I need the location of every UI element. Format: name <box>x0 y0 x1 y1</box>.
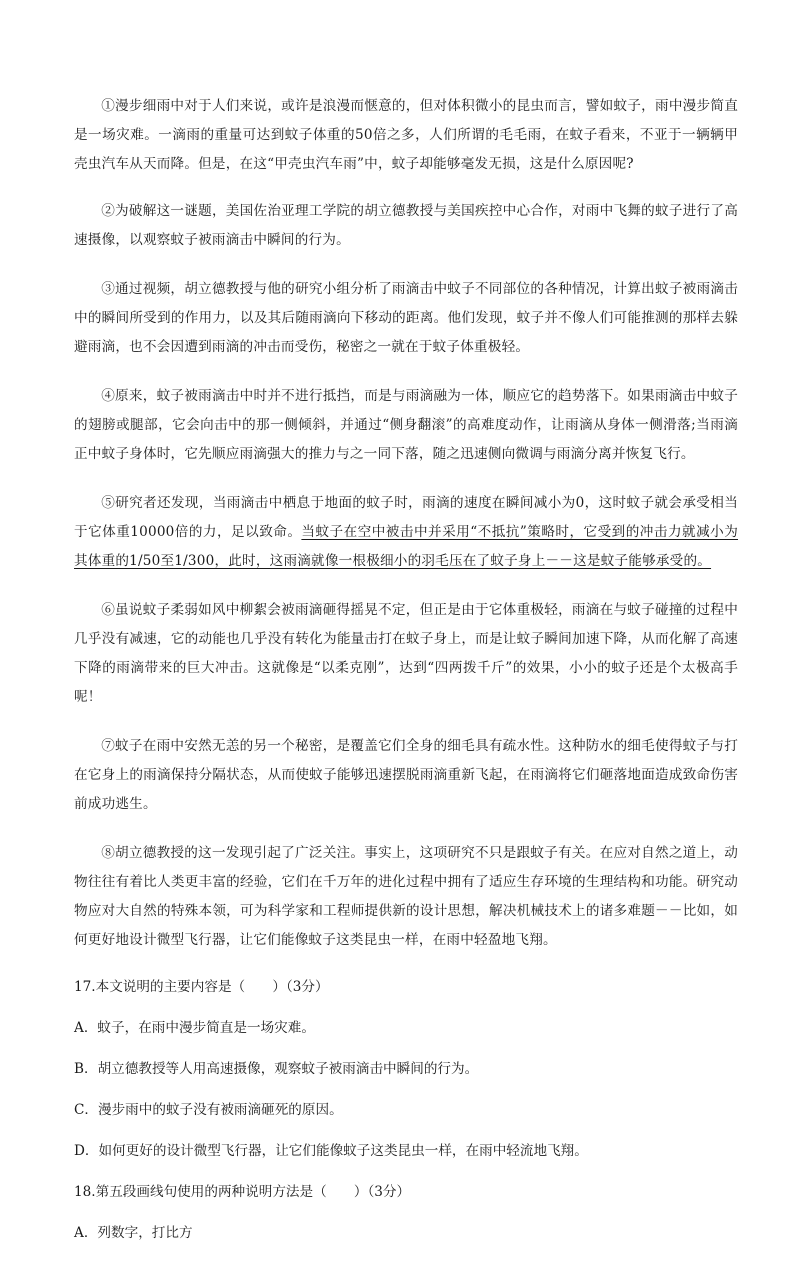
paragraph-4: ④原来，蚊子被雨滴击中时并不进行抵挡，而是与雨滴融为一体，顺应它的趋势落下。如果雨滴击中蚊子的翅膀或腿部，它会向击中的那一侧倾斜，并通过“侧身翻滚”的高难度动作，让雨滴从身体一侧滑落;当雨滴正中蚊子身体时，它先顺应雨滴强大的推力与之一同下落，随之迅速侧向微调与雨滴分离并恢复飞行。 <box>74 388 738 462</box>
document-page <box>74 92 738 1262</box>
paragraph-7: ⑦蚊子在雨中安然无恙的另一个秘密，是覆盖它们全身的细毛具有疏水性。这种防水的细毛使得蚊子与打在它身上的雨滴保持分隔状态，从而使蚊子能够迅速摆脱雨滴重新飞起，在雨滴将它们砸落地面造成致命伤害前成功逃生。 <box>74 738 738 812</box>
question-17-option-a: A．蚊子，在雨中漫步简直是一场灾难。 <box>74 1020 315 1036</box>
question-18 <box>74 1180 738 1245</box>
paragraph-5-plain: ⑤研究者还发现，当雨滴击中栖息于地面的蚊子时，雨滴的速度在瞬间减小为0，这时蚊子就会承受相当于它体重10000倍的力，足以致命。 <box>74 495 738 540</box>
question-18-option-a: A．列数字，打比方 <box>74 1225 193 1241</box>
question-17-option-c: C．漫步雨中的蚊子没有被雨滴砸死的原因。 <box>74 1102 343 1118</box>
paragraph-1: ①漫步细雨中对于人们来说，或许是浪漫而惬意的，但对体积微小的昆虫而言，譬如蚊子，雨中漫步简直是一场灾难。一滴雨的重量可达到蚊子体重的50倍之多，人们所谓的毛毛雨，在蚊子看来，不亚于一辆辆甲壳虫汽车从天而降。但是，在这“甲壳虫汽车雨”中，蚊子却能够毫发无损，这是什么原因呢? <box>74 98 738 172</box>
paragraph-2: ②为破解这一谜题，美国佐治亚理工学院的胡立德教授与美国疾控中心合作，对雨中飞舞的蚊子进行了高速摄像，以观察蚊子被雨滴击中瞬间的行为。 <box>74 203 738 248</box>
paragraph-3: ③通过视频，胡立德教授与他的研究小组分析了雨滴击中蚊子不同部位的各种情况，计算出蚊子被雨滴击中的瞬间所受到的作用力，以及其后随雨滴向下移动的距离。他们发现，蚊子并不像人们可能推测的那样去躲避雨滴，也不会因遭到雨滴的冲击而受伤，秘密之一就在于蚊子体重极轻。 <box>74 281 738 355</box>
question-18-stem: 18.第五段画线句使用的两种说明方法是（ ）（3分） <box>74 1184 411 1200</box>
question-17-stem: 17.本文说明的主要内容是（ ）（3分） <box>74 979 329 995</box>
question-17-option-d: D．如何更好的设计微型飞行器，让它们能像蚊子这类昆虫一样，在雨中轻流地飞翔。 <box>74 1143 588 1159</box>
paragraph-6: ⑥虽说蚊子柔弱如风中柳絮会被雨滴砸得摇晃不定，但正是由于它体重极轻，雨滴在与蚊子碰撞的过程中几乎没有减速，它的动能也几乎没有转化为能量击打在蚊子身上，而是让蚊子瞬间加速下降，从而化解了高速下降的雨滴带来的巨大冲击。这就像是“以柔克刚”，达到“四两拨千斤”的效果，小小的蚊子还是个太极高手呢！ <box>74 602 738 705</box>
paragraph-5 <box>74 489 738 576</box>
question-17-option-b: B．胡立德教授等人用高速摄像，观察蚊子被雨滴击中瞬间的行为。 <box>74 1061 479 1077</box>
paragraph-8: ⑧胡立德教授的这一发现引起了广泛关注。事实上，这项研究不只是跟蚊子有关。在应对自然之道上，动物往往有着比人类更丰富的经验，它们在千万年的进化过程中拥有了适应生存环境的生理结构和功能。研究动物应对大自然的特殊本领，可为科学家和工程师提供新的设计思想，解决机械技术上的诸多难题－－比如，如何更好地设计微型飞行器，让它们能像蚊子这类昆虫一样，在雨中轻盈地飞翔。 <box>74 845 738 948</box>
paragraph-5-underlined-sentence: 当蚊子在空中被击中并采用“不抵抗”策略时，它受到的冲击力就减小为其体重的1/50至1/300，此时，这雨滴就像一根极细小的羽毛压在了蚊子身上－－这是蚊子能够承受的。 <box>74 524 739 569</box>
question-17 <box>74 975 738 1163</box>
